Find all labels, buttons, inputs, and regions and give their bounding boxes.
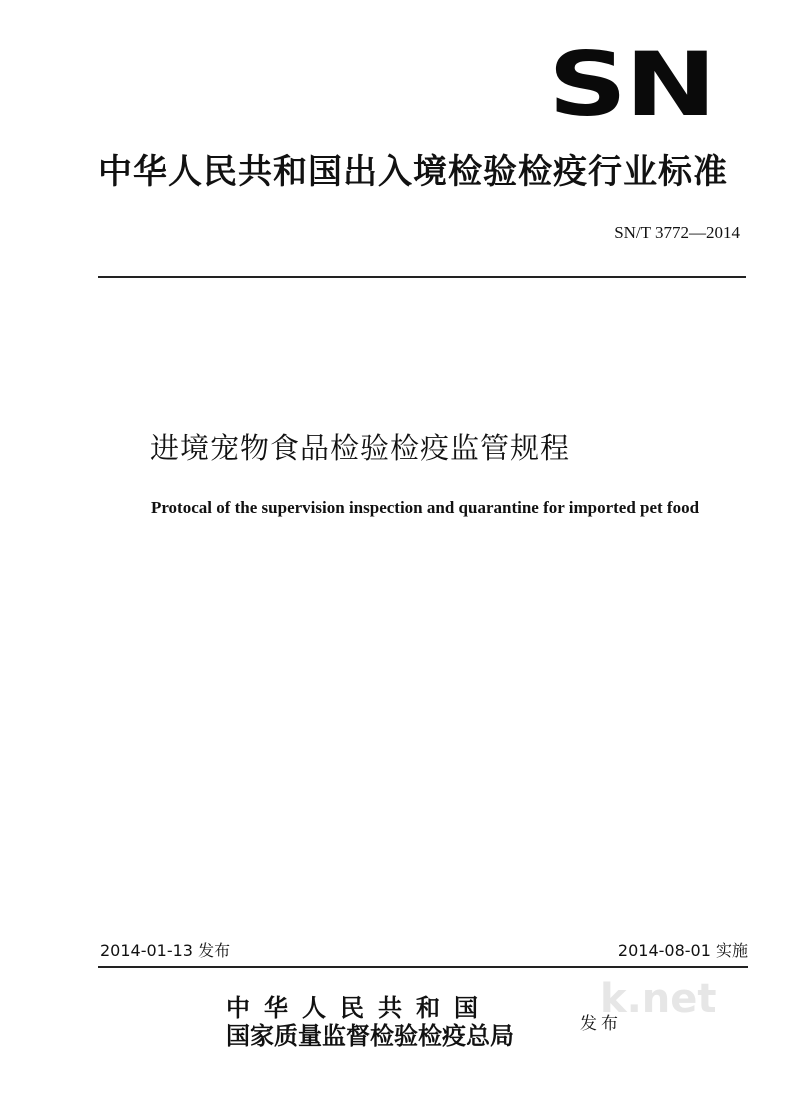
top-divider bbox=[98, 276, 746, 278]
sn-logo: SN bbox=[548, 33, 715, 136]
document-title-chinese: 进境宠物食品检验检疫监管规程 bbox=[150, 431, 571, 465]
standard-title: 中华人民共和国出入境检验检疫行业标准 bbox=[98, 152, 728, 192]
bottom-divider bbox=[98, 966, 748, 968]
issue-date: 2014-01-13 发布 bbox=[100, 941, 231, 960]
watermark: k.net bbox=[600, 976, 717, 1022]
issuer-line-2: 国家质量监督检验检疫总局 bbox=[226, 1021, 514, 1050]
implementation-date: 2014-08-01 实施 bbox=[617, 941, 748, 960]
document-title-english: Protocal of the supervision inspection and quarantine for imported pet food bbox=[150, 498, 700, 517]
issuer-line-1: 中华人民共和国 bbox=[226, 993, 492, 1022]
issue-word: 发布 bbox=[580, 1014, 622, 1034]
standard-code: SN/T 3772—2014 bbox=[614, 223, 740, 242]
